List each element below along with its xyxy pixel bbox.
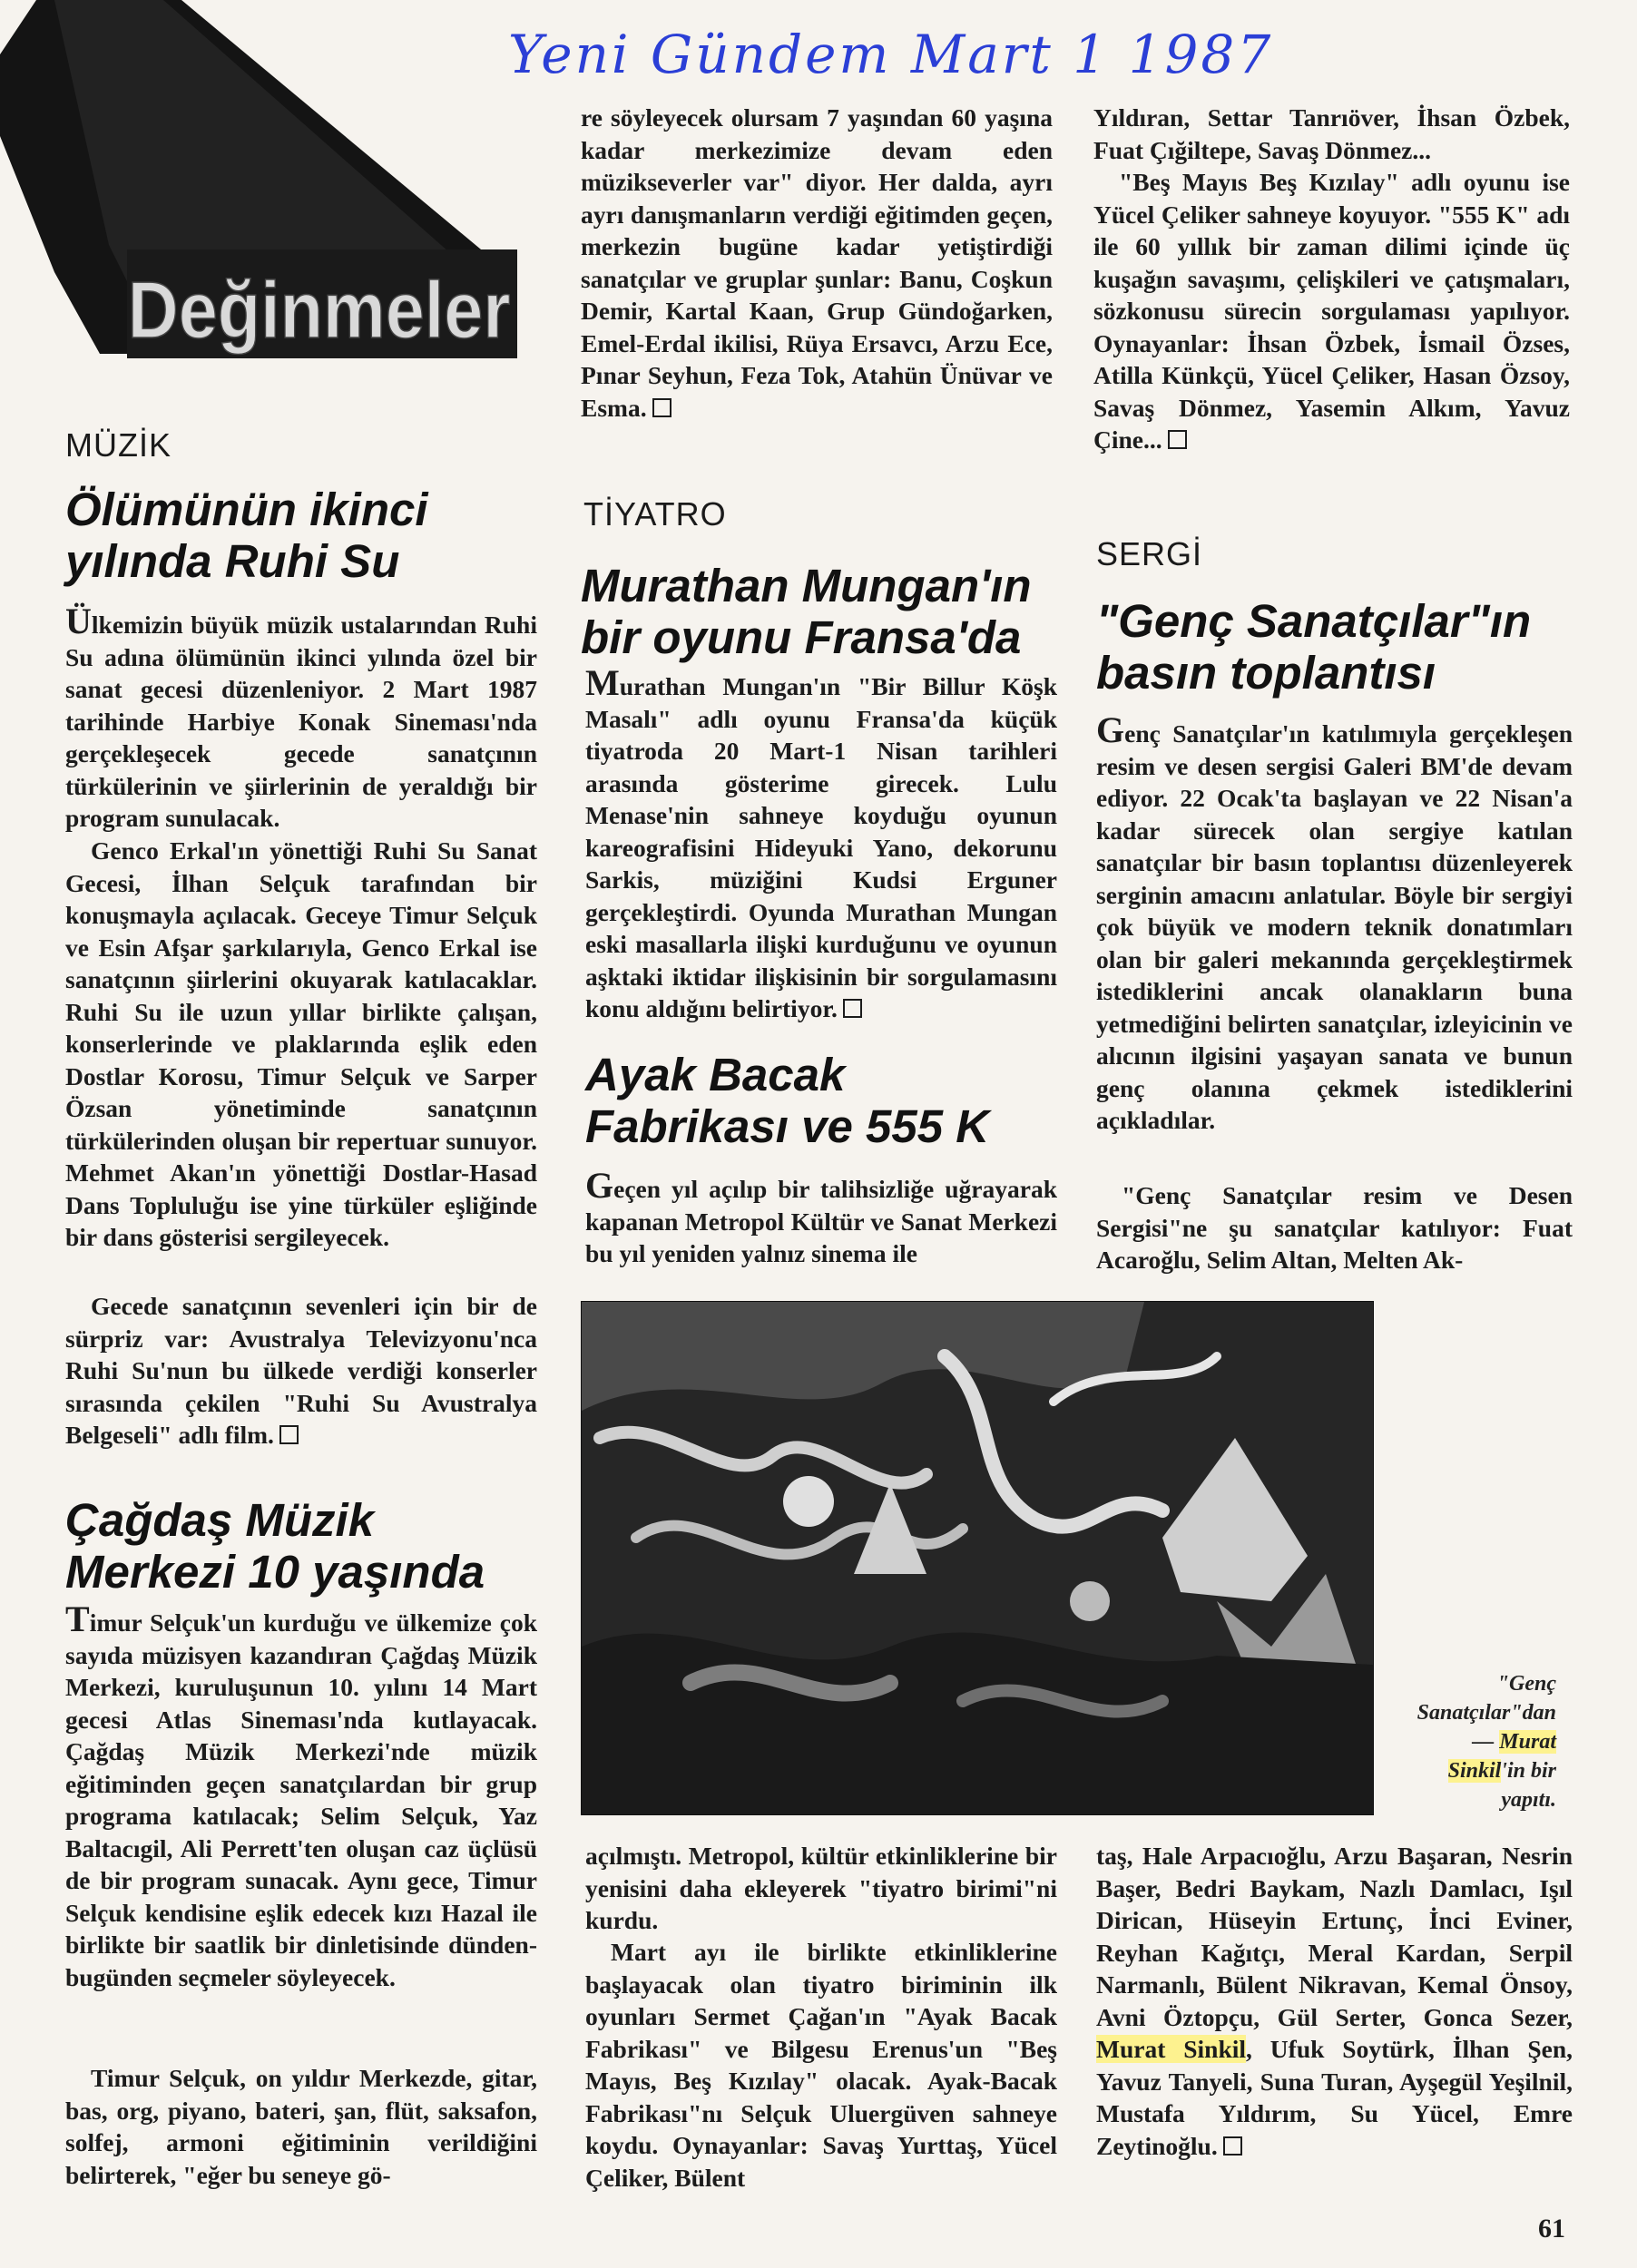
- section-label-music: MÜZİK: [65, 426, 172, 464]
- article-cagdas-muzik-continued: re söyleyecek olursam 7 yaşından 60 yaşına kadar merkezimize devam eden müzikseverler var" diyor. Her dalda, ayrı ayrı danışmanların verdiği eğitimden geçen, merkezin bugüne kadar yetiştirdiği sanatçılar ve gruplar şunlar: Banu, Coşkun Demir, Kartal Kaan, Grup Gündoğarken, Emel-Erdal ikilisi, Rüya Ersavcı, Arzu Ece, Pınar Seyhun, Feza Tok, Atahün Ünüvar ve Esma.: [581, 103, 1053, 422]
- article-ayak-bacak-p2: açılmıştı. Metropol, kültür etkinliklerine bir yenisini daha ekleyerek "tiyatro birimi"ni kurdu.: [585, 1842, 1057, 1934]
- article-genc-sanatcilar-p1: Genç Sanatçılar'ın katılımıyla gerçekleşen resim ve desen sergisi Galeri BM'de devam ediyor. 22 Ocak'ta başlayan ve 22 Nisan'a kadar sürecek olan sergiye katılan sanatçılar bir basın toplantısı düzenleyerek serginin amacını anlatular. Böyle bir sergiyi çok büyük ve modern teknik donatımları olan bir galeri mekanında gerçekleştirmek istediklerini ancak olanakların buna yetmediğini belirten sanatçılar, izleyicinin ve alıcının ilgisini yaşayan sanata ve bunun genç olanına çekmek istediklerini açıkladılar.: [1096, 709, 1573, 1134]
- article-mungan-p1: Murathan Mungan'ın "Bir Billur Köşk Masalı" adlı oyunu Fransa'da küçük tiyatroda 20 Mart-1 Nisan tarihleri arasında gösterime girecek. Lulu Menase'nin sahneye koyduğu oyunun kareografisini Hideyuki Yano, dekorunu Sarkis, müziğini Kudsi Erguner gerçekleştirdi. Oyunda Murathan Mungan eski masallarla ilişki kurduğunu ve oyunun aşktaki iktidar ilişkisinin bir sorgulamasını konu aldığını belirtiyor.: [585, 662, 1057, 1022]
- article-ruhi-su-p2: Genco Erkal'ın yönettiği Ruhi Su Sanat Gecesi, İlhan Selçuk tarafından bir konuşmayla açılacak. Geceye Timur Selçuk ve Esin Afşar şarkılarıyla, Genco Erkal ise sanatçının şiirlerini okuyarak katılacaklar. Ruhi Su ile uzun yıllar birlikte çalışan, konserlerinde ve plaklarında eşlik eden Dostlar Korosu, Timur Selçuk ve Sarper Özsan yönetiminde sanatçının türkülerinden oluşan bir repertuar sunuyor. Mehmet Akan'ın yönettiği Dostlar-Hasad Dans Topluluğu ise yine türküler eşliğinde bir dans gösterisi sergileyecek.: [65, 836, 537, 1251]
- end-mark-box: [1168, 430, 1187, 449]
- section-label-exhibition: SERGİ: [1096, 535, 1203, 572]
- article-cagdas-muzik-p2: Timur Selçuk, on yıldır Merkezde, gitar, bas, org, piyano, bateri, şan, flüt, saksafon, solfej, armoni eğitiminin verildiğini belirterek, "eğer bu seneye gö-: [65, 2064, 537, 2189]
- article-ayak-bacak-continued-1: Yıldıran, Settar Tanrıöver, İhsan Özbek, Fuat Çığiltepe, Savaş Dönmez...: [1093, 103, 1570, 164]
- artwork-photo: [581, 1301, 1374, 1815]
- article-ruhi-su-p1: Ülkemizin büyük müzik ustalarından Ruhi Su adına ölümünün ikinci yılında özel bir sanat gecesi düzenleniyor. 2 Mart 1987 tarihinde Harbiye Konak Sineması'nda gerçekleşecek gecede sanatçının türkülerinin ve şiirlerinin de yeraldığı bir program sunulacak.: [65, 601, 537, 832]
- article-genc-sanatcilar-p2: "Genç Sanatçılar resim ve Desen Sergisi"ne şu sanatçılar katılıyor: Fuat Acaroğlu, Selim Altan, Melten Ak-: [1096, 1181, 1573, 1274]
- page-number: 61: [1538, 2214, 1565, 2244]
- headline-murathan-mungan: Murathan Mungan'ın bir oyunu Fransa'da: [581, 560, 1032, 663]
- banner-title: Değinmeler: [127, 265, 511, 356]
- handwritten-note: [499, 16, 1397, 89]
- highlighted-name: Murat Sinkil: [1096, 2035, 1247, 2063]
- headline-genc-sanatcilar: "Genç Sanatçılar"ın basın toplantısı: [1096, 595, 1532, 699]
- end-mark-box: [279, 1425, 299, 1444]
- article-ayak-bacak-p3: Mart ayı ile birlikte etkinliklerine başlayacak olan tiyatro biriminin ilk oyunları Sermet Çağan'ın "Ayak Bacak Fabrikası" ve Bilgesu Erenus'un "Beş Mayıs, Beş Kızılay" olacak. Ayak-Bacak Fabrikası"nı Selçuk Uluergüven sahneye koydu. Oynayanlar: Savaş Yurttaş, Yücel Çeliker, Bülent: [585, 1938, 1057, 2192]
- headline-ayak-bacak: Ayak Bacak Fabrikası ve 555 K: [585, 1049, 990, 1152]
- headline-ruhi-su: Ölümünün ikinci yılında Ruhi Su: [65, 484, 428, 587]
- end-mark-box: [652, 398, 671, 417]
- handwritten-text: Yeni Gündem Mart 1 1987: [508, 24, 1274, 85]
- banner-graphic: [0, 0, 544, 399]
- article-ruhi-su-p3: Gecede sanatçının sevenleri için bir de sürpriz var: Avustralya Televizyonu'nca Ruhi Su'nun bu ülkede verdiği konserler sırasında çekilen "Ruhi Su Avustralya Belgeseli" adlı film.: [65, 1292, 537, 1449]
- article-ayak-bacak-continued-2: "Beş Mayıs Beş Kızılay" adlı oyunu ise Yücel Çeliker sahneye koyuyor. "555 K" adı ile 60 yıllık bir zaman dilimi içinde üç kuşağın savaşımı, çelişkileri ve çatışmaları, sözkonusu sürecin sorgulaması yapılıyor. Oynayanlar: İhsan Özbek, İsmail Özses, Atilla Künkçü, Yücel Çeliker, Hasan Özsoy, Savaş Dönmez, Yasemin Alkım, Yavuz Çine...: [1093, 168, 1570, 454]
- article-cagdas-muzik-p1: Timur Selçuk'un kurduğu ve ülkemize çok sayıda müzisyen kazandıran Çağdaş Müzik Merkezi, kuruluşunun 10. yılını 14 Mart gecesi Atlas Sineması'nda kutlayacak. Çağdaş Müzik Merkezi'nde müzik eğitiminden geçen sanatçılardan bir grup programa katılacak; Selim Selçuk, Yaz Baltacıgil, Ali Perrett'ten oluşan caz üçlüsü de bir program sunacak. Aynı gece, Timur Selçuk kendisine eşlik edecek kızı Hazal ile birlikte bir saatlik bir dinletisinde dünden-bugünden seçmeler söyleyecek.: [65, 1598, 537, 1991]
- end-mark-box: [1223, 2136, 1242, 2156]
- headline-cagdas-muzik: Çağdaş Müzik Merkezi 10 yaşında: [65, 1494, 485, 1598]
- end-mark-box: [843, 999, 862, 1018]
- photo-caption: "Genç Sanatçılar"dan — Murat Sinkil'in bir yapıtı.: [1416, 1672, 1556, 1812]
- section-label-theatre: TİYATRO: [583, 495, 727, 533]
- article-ayak-bacak-p1: Geçen yıl açılıp bir talihsizliğe uğrayarak kapanan Metropol Kültür ve Sanat Merkezi bu yıl yeniden yalnız sinema ile: [585, 1165, 1057, 1267]
- article-genc-sanatcilar-p3: taş, Hale Arpacıoğlu, Arzu Başaran, Nesrin Başer, Bedri Baykam, Nazlı Damlacı, Işıl Dirican, Hüseyin Ertunç, İnci Eviner, Reyhan Kağıtçı, Meral Kardan, Serpil Narmanlı, Bülent Nikravan, Kemal Önsoy, Avni Öztopçu, Gül Serter, Gonca Sezer, Murat Sinkil, Ufuk Soytürk, İlhan Şen, Yavuz Tanyeli, Suna Turan, Ayşegül Yeşilnil, Mustafa Yıldırım, Su Yücel, Emre Zeytinoğlu.: [1096, 1842, 1573, 2160]
